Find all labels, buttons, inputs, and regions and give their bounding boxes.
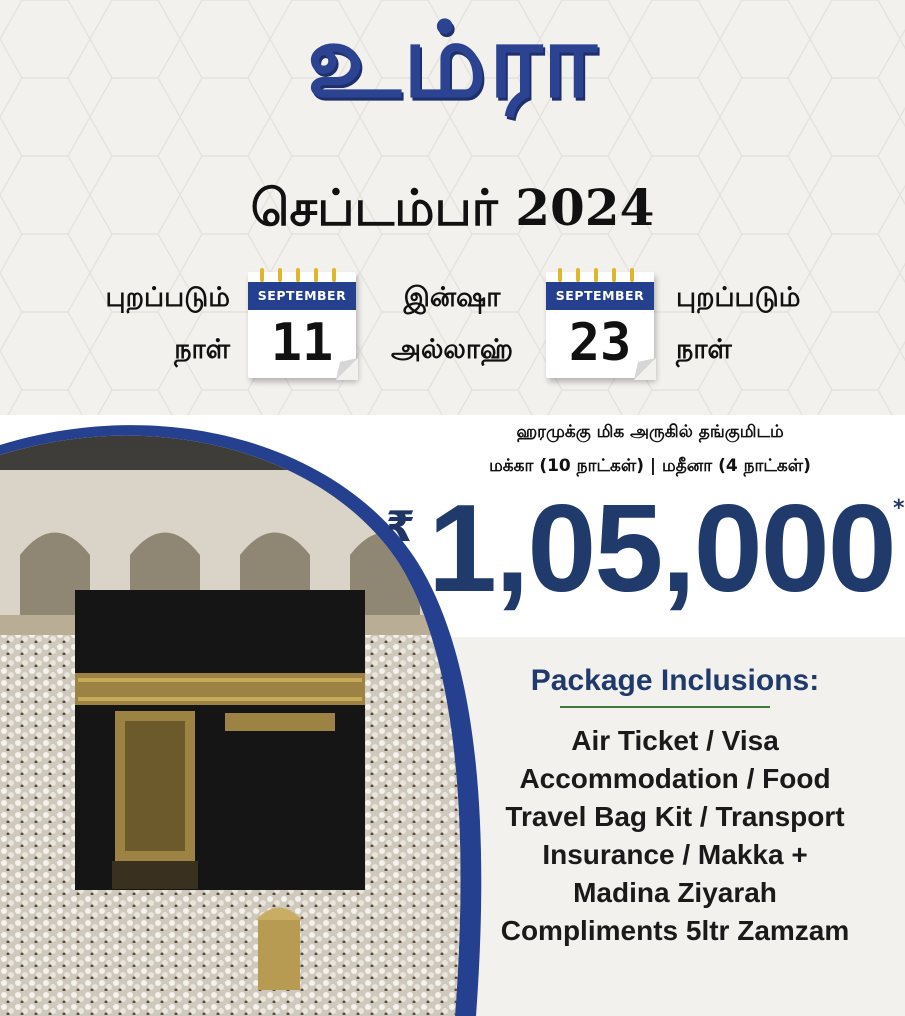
departure-label-right xyxy=(676,272,846,376)
page-title: உம்ரா xyxy=(306,0,599,121)
insha-allah-line2: அல்லாஹ் xyxy=(390,334,514,365)
inclusions-title: Package Inclusions: xyxy=(530,664,820,697)
inclusions-divider xyxy=(560,706,770,708)
inclusions-list xyxy=(470,722,880,950)
month-year-title: செப்டம்பர் 2024 xyxy=(250,178,655,237)
inclusion-item: Compliments 5ltr Zamzam xyxy=(500,915,850,946)
insha-allah-text xyxy=(372,272,532,376)
calendar-date-1 xyxy=(248,272,356,378)
inclusion-item: Insurance / Makka + xyxy=(542,839,808,870)
duration-info: மக்கா (10 நாட்கள்) | மதீனா (4 நாட்கள்) xyxy=(489,456,811,476)
calendar-day-2: 23 xyxy=(568,313,632,373)
inclusion-item: Accommodation / Food xyxy=(519,763,831,794)
page-curl-icon xyxy=(634,358,656,380)
calendar-day-1: 11 xyxy=(270,313,334,373)
departure-label-left xyxy=(60,272,230,376)
calendar-month-1: SEPTEMBER xyxy=(248,282,356,310)
calendar-date-2 xyxy=(546,272,654,378)
inclusion-item: Travel Bag Kit / Transport xyxy=(505,801,845,832)
departure-label-left-line2: நாள் xyxy=(174,334,230,365)
departure-label-right-line1: புறப்படும் xyxy=(676,282,801,313)
insha-allah-line1: இன்ஷா xyxy=(403,282,501,313)
departure-label-right-line2: நாள் xyxy=(676,334,732,365)
price-asterisk: * xyxy=(893,496,905,521)
rupee-icon: ₹ xyxy=(386,502,416,551)
stay-info: ஹரமுக்கு மிக அருகில் தங்குமிடம் xyxy=(516,422,784,442)
package-price: 1,05,000 xyxy=(428,480,895,618)
departure-label-left-line1: புறப்படும் xyxy=(105,282,230,313)
calendar-month-2: SEPTEMBER xyxy=(546,282,654,310)
inclusion-item: Madina Ziyarah xyxy=(573,877,777,908)
page-curl-icon xyxy=(336,358,358,380)
inclusion-item: Air Ticket / Visa xyxy=(571,725,779,756)
